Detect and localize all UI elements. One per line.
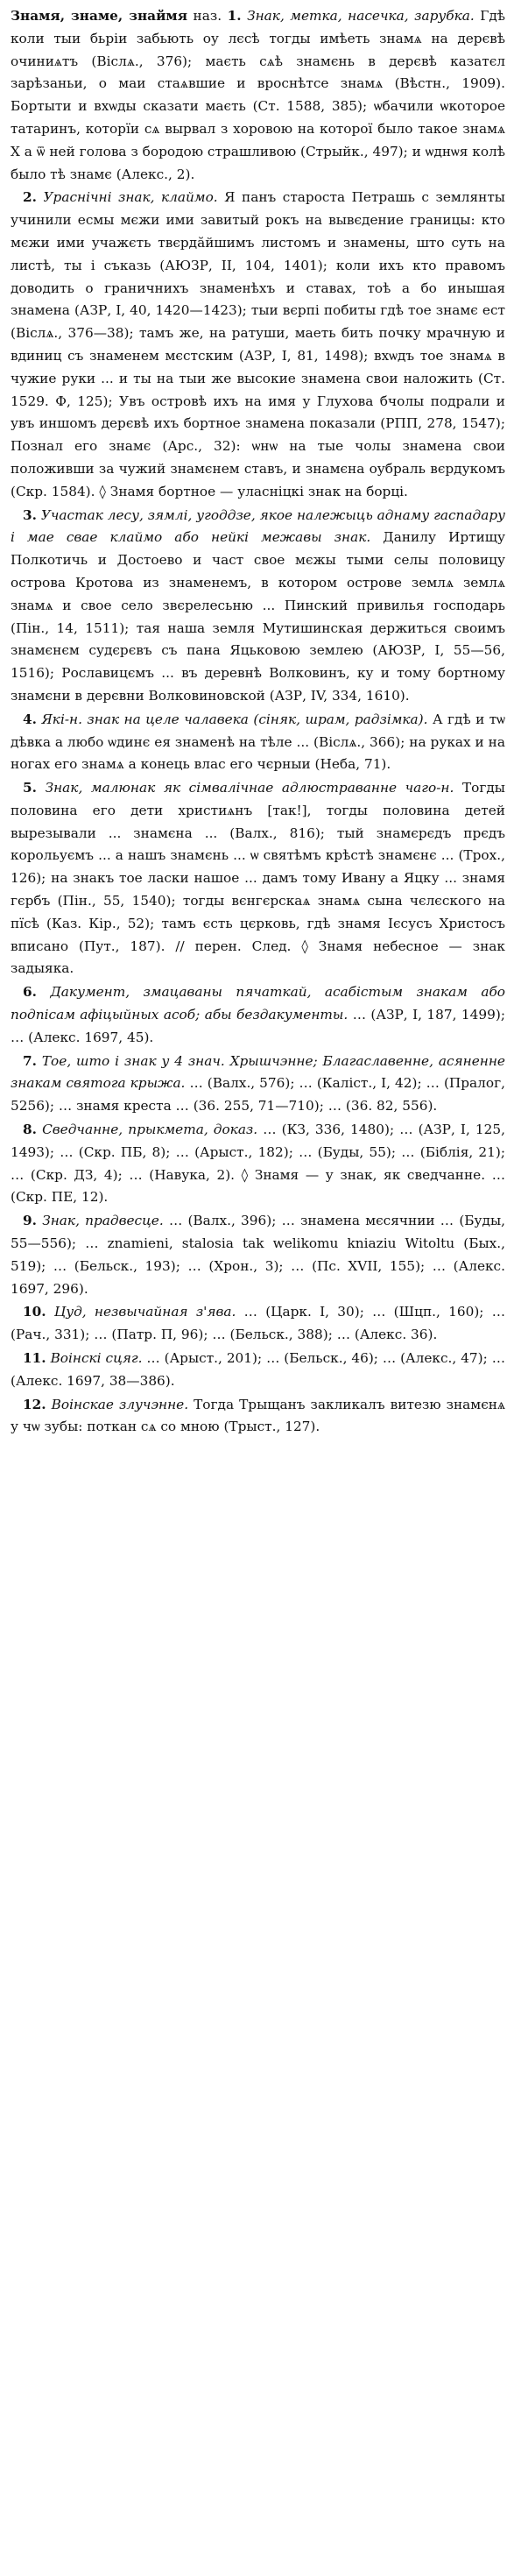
sense-quotations: Гдѣ коли тыи бьріи забьють оу лєсѣ тогды имѣеть знамѧ на дерєвѣ очиниѧтъ (Віслѧ., 376); маєть сѧѣ знамєнь в дерєвѣ казатєл зарѣзаньи, о маи стаѧвшие и вроснѣтсе знамѧ (Вѣстн., 1909). Бортыти и вхѡды сказати маєть (Ст. 1588, 385); ѡбачили ѡкоторое татаринъ, которїи сѧ вырвал з хоровою на которої было такое знамѧ X а ѿ ней голова з бородою страшливою (Стрыйк., 497); и ѡднѡя колѣ было тѣ знамє (Алекс., 2).	[11, 8, 505, 182]
sense-gloss: Ураснічні знак, клаймо.	[43, 189, 218, 206]
sense-number: 4.	[23, 711, 37, 727]
sense-gloss: Тое, што і знак у 4 знач. Хрышчэнне; Благаславенне, асяненне знакам святога крыжа.	[11, 1052, 505, 1092]
dictionary-sense	[11, 981, 505, 1049]
sense-number: 6.	[23, 984, 37, 1001]
dictionary-sense	[11, 1348, 505, 1393]
dictionary-sense	[11, 505, 505, 708]
dictionary-sense	[11, 777, 505, 980]
sense-number: 12.	[23, 1396, 46, 1412]
sense-quotations: … (Арыст., 201); … (Бельск., 46); … (Алекс., 47); … (Алекс. 1697, 38—386).	[11, 1350, 505, 1389]
dictionary-sense	[11, 1394, 505, 1440]
sense-gloss: Знак, малюнак як сімвалічнае адлюстраванне чаго-н.	[45, 780, 454, 796]
sense-number: 11.	[23, 1350, 46, 1367]
sense-number: 5.	[23, 780, 37, 796]
sense-quotations: … (КЗ, 336, 1480); … (АЗР, I, 125, 1493); … (Скр. ПБ, 8); … (Арыст., 182); … (Буды, 55); … (Біблія, 21); … (Скр. ДЗ, 4); … (Навука, 2). ◊ Знамя — у знак, як сведчанне. … (Скр. ПЕ, 12).	[11, 1122, 505, 1206]
sense-number: 1.	[227, 8, 242, 24]
sense-gloss: Участак лесу, зямлі, угоддзе, якое належыць аднаму гаспадару і мае свае клаймо або нейкі межавы знак.	[11, 506, 505, 546]
sense-gloss: Воінскі сцяг.	[50, 1350, 143, 1367]
sense-number: 3.	[23, 506, 37, 523]
sense-gloss: Дакумент, змацаваны пячаткай, асабістым знакам або подпісам афіцыйных асоб; абы бездакументы.	[11, 984, 505, 1023]
dictionary-sense	[11, 187, 505, 503]
sense-quotations: А гдѣ и тѡ дѣвка а любо ѡдинє ея знаменѣ на тѣле ... (Віслѧ., 366); на руках и на ногах его знамѧ а конець влас его чєрныи (Неба, 71).	[11, 711, 505, 773]
sense-gloss: Воінскае злучэнне.	[51, 1396, 189, 1412]
entry-headword: Знамя, знаме, знаймя	[11, 8, 188, 24]
sense-quotations: Данилу Иртищу Полкотичь и Достоево и част свое мєжы тыми селы половицу острова Кротова из знаменемъ, в котором острове землѧ землѧ знамѧ и свое село звєрелесьню ... Пинский привилья господарь (Пін., 14, 1511); тая наша земля Мутишинская держиться своимъ знамєнєм судєрєвъ съ пана Яцьковою землею (АЮЗР, I, 55—56, 1516); Рославицємъ ... въ деревнѣ Волковинъ, ку и тому бортному знамєни в дерєвни Волковиновской (АЗР, IV, 334, 1610).	[11, 529, 505, 704]
dictionary-sense	[11, 1119, 505, 1209]
sense-number: 8.	[23, 1122, 37, 1138]
sense-quotations: Тогда Трыщанъ закликалъ витезю знамєнѧ у чѡ зубы: поткан сѧ со мною (Трыст., 127).	[11, 1396, 505, 1435]
sense-quotations: … (Валх., 576); … (Каліст., I, 42); … (Пралог, 5256); … знамя креста … (36. 255, 71—710); … (36. 82, 556).	[11, 1075, 505, 1115]
dictionary-sense	[11, 1301, 505, 1347]
dictionary-sense	[11, 709, 505, 776]
sense-gloss: Які-н. знак на целе чалавека (сіняк, шрам, радзімка).	[41, 711, 428, 727]
dictionary-sense	[11, 1210, 505, 1300]
sense-gloss: Цуд, незвычайная з'ява.	[53, 1304, 236, 1320]
sense-quotations: … (Царк. I, 30); … (Шцп., 160); … (Рач., 331); … (Патр. П, 96); … (Бельск., 388); … (Алекс. 36).	[11, 1304, 505, 1343]
dictionary-sense	[11, 1051, 505, 1118]
dictionary-entry	[11, 5, 505, 186]
sense-number: 7.	[23, 1052, 37, 1069]
sense-gloss: Знак, метка, насечка, зарубка.	[247, 8, 475, 24]
sense-number: 9.	[23, 1213, 37, 1229]
sense-gloss: Знак, прадвесце.	[42, 1213, 164, 1229]
sense-quotations: Я панъ староста Петрашь с землянты учинили есмы мєжи ими завитый рокъ на вывєдение границы: кто мєжи ими учажєть твєрдӑйшимъ листомъ и знамены, што суть на листѣ, ты і съказь (АЮЗР, II, 104, 1401); коли ихъ кто правомъ доводить о граничнихъ знаменѣхъ и ставах, тоѣ а бо инышая знамена (АЗР, I, 40, 1420—1423); тыи вєрпі побиты гдѣ тое знамє ест (Віслѧ., 376—38); тамъ же, на ратуши, маеть бить почку мрачную и вдиниц съ знаменем мєстским (АЗР, I, 81, 1498); вхѡдъ тое знамѧ в чужие руки ... и ты на тыи же высокие знамена свои наложить (Ст. 1529. Ф, 125); Увъ островѣ ихъ на имя у Глухова бчолы подрали и увъ иншомъ дерєвѣ ихъ бортное знамена показали (РПП, 278, 1547); Познал его знамє (Арс., 32): ѡнѡ на тые чолы знамена свои положивши за чужий знамєнем ставъ, и знамєна оубраль вєрдукомъ (Скр. 1584). ◊ Знамя бортное — уласніцкі знак на борці.	[11, 189, 505, 499]
sense-number: 10.	[23, 1304, 46, 1320]
sense-number: 2.	[23, 189, 37, 206]
sense-quotations: … (АЗР, I, 187, 1499); … (Алекс. 1697, 45).	[11, 1007, 505, 1045]
entry-pos: наз.	[193, 8, 222, 24]
sense-gloss: Сведчанне, прыкмета, доказ.	[42, 1122, 258, 1138]
sense-quotations: Тогды половина его дети христиѧнъ [так!], тогды половина детей вырезывали ... знамєна ... (Валх., 816); тый знамєрєдъ прєдъ корольуємъ ... а нашъ знамєнь ... ѡ святѣмъ крѣстѣ знамєнє ... (Трох., 126); на знакъ тое ласки нашое ... дамъ тому Ивану а Яцку ... знамя гєрбъ (Пін., 55, 1540); тогды вєнгєрскаѧ знамѧ сына чєлєского на пїсѣ (Каз. Кір., 52); тамъ єсть цєрковь, гдѣ знамя Ієсусъ Христосъ вписано (Пут., 187). // перен. След. ◊ Знамя небесное — знак задыяка.	[11, 780, 505, 977]
sense-quotations: … (Валх., 396); … знамена мєсячнии … (Буды, 55—556); … znamieni, stalosia tak welikomu kniaziu Witoltu (Бых., 519); … (Бельск., 193); … (Хрон., 3); … (Пс. XVII, 155); … (Алекс. 1697, 296).	[11, 1213, 505, 1297]
